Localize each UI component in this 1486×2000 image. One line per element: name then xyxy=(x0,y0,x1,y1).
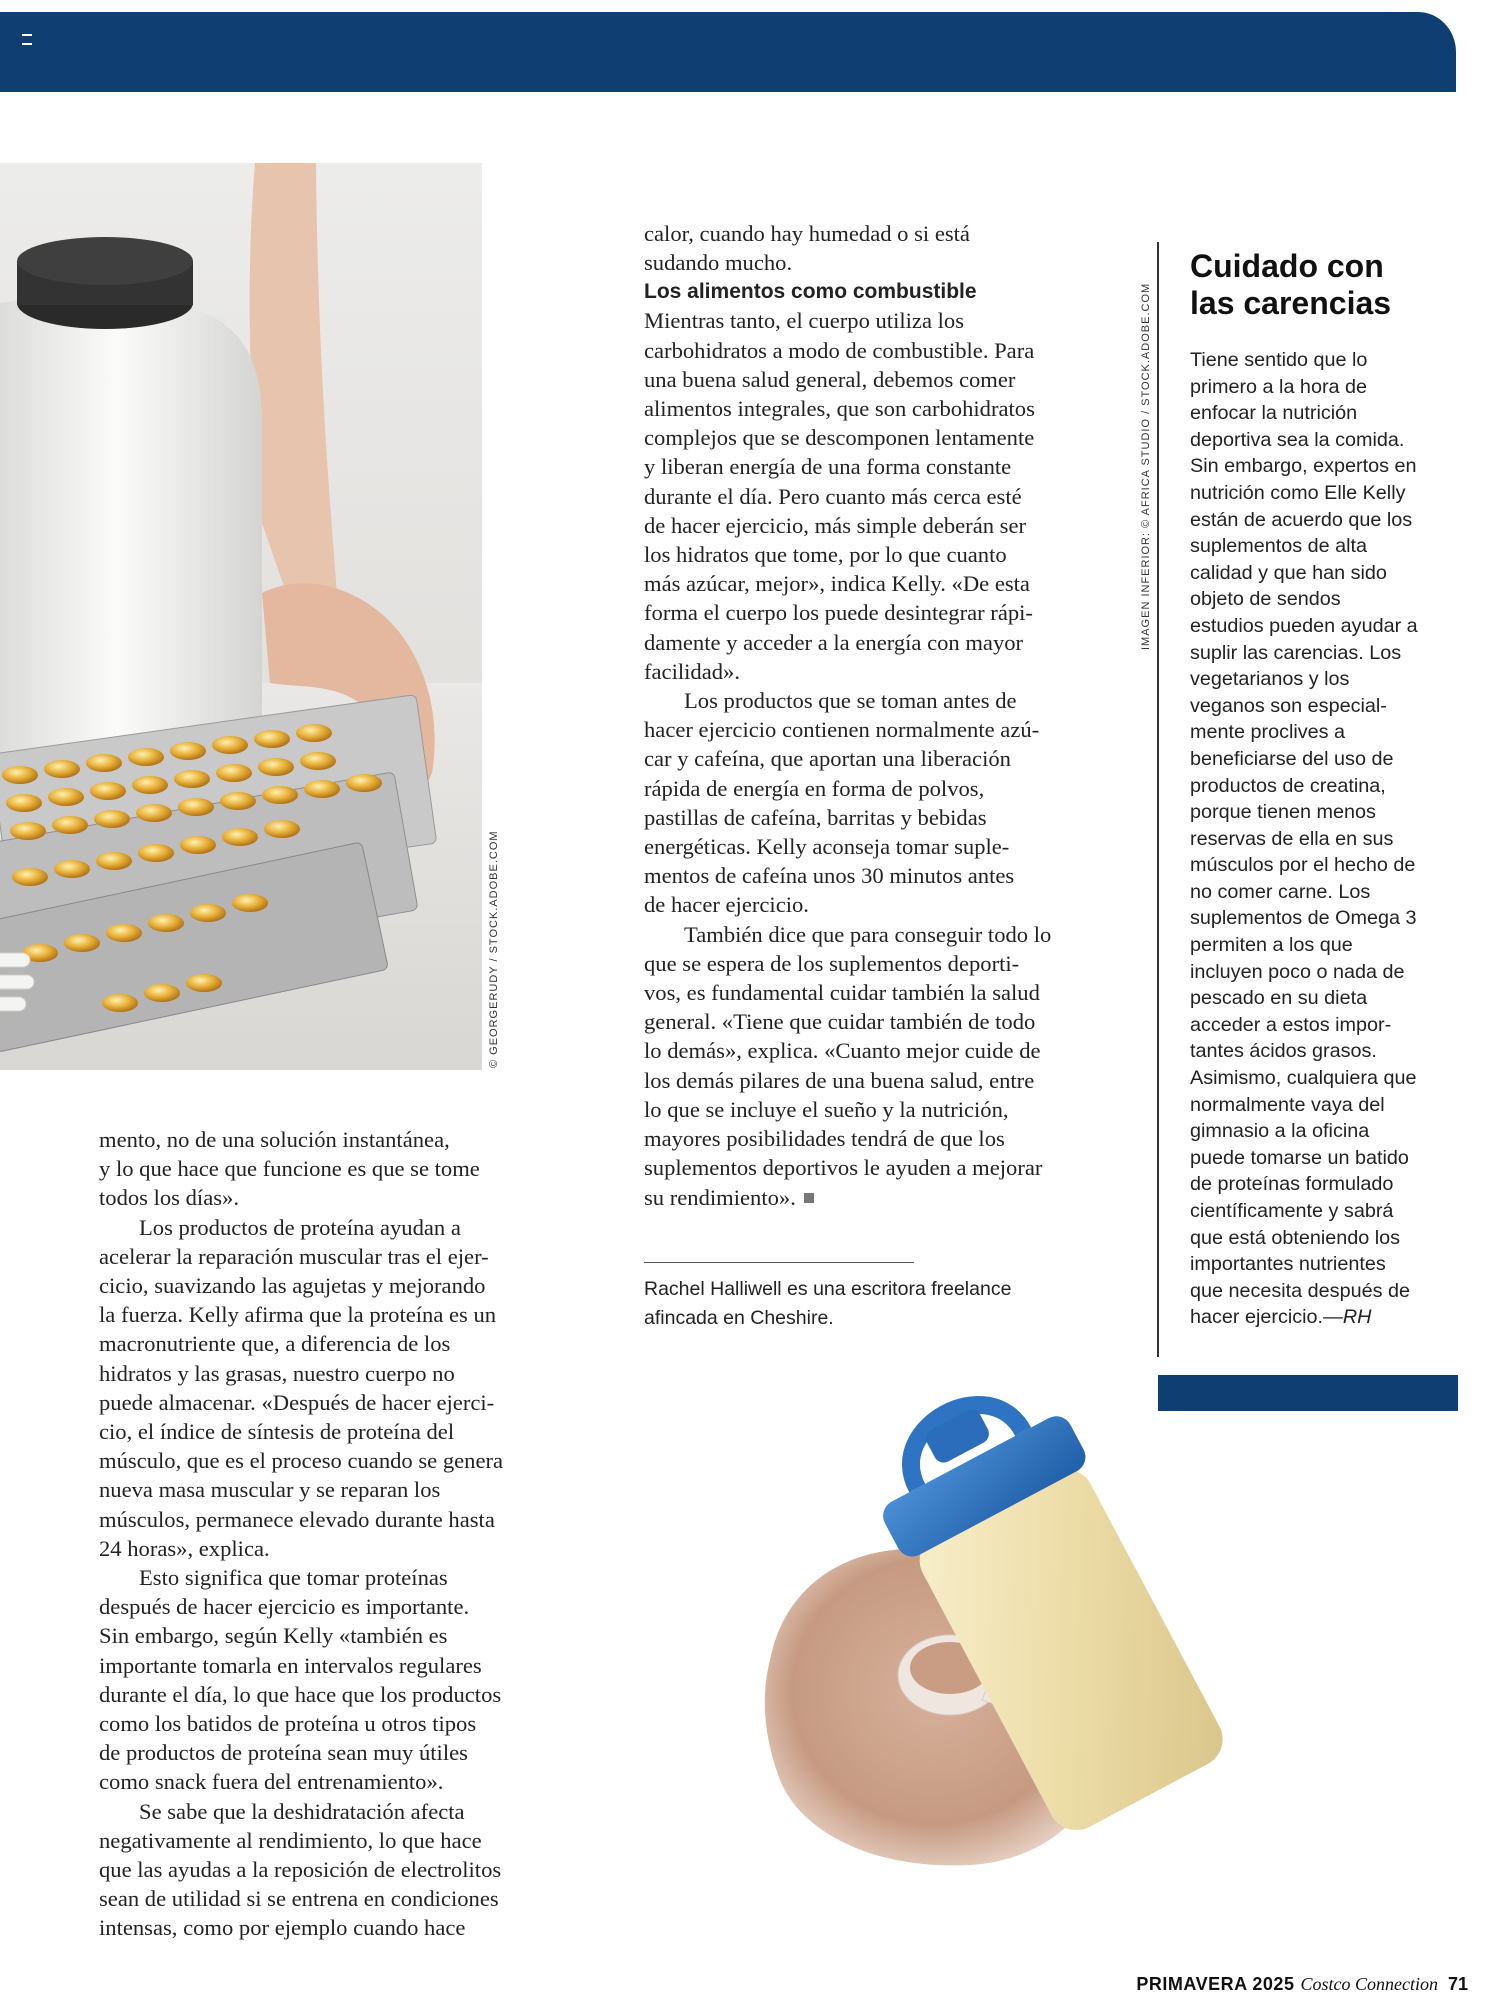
section-subhead: Los alimentos como combustible xyxy=(644,280,977,304)
text-line: Esto significa que tomar proteínas xyxy=(139,1565,448,1591)
text-line: intensas, como por ejemplo cuando hace xyxy=(99,1915,466,1941)
text-line: hidratos y las grasas, nuestro cuerpo no xyxy=(99,1360,455,1386)
text-line: calidad y que han sido xyxy=(1190,561,1387,584)
text-line: acelerar la reparación muscular tras el ejer- xyxy=(99,1243,489,1269)
text-line: como snack fuera del entrenamiento». xyxy=(99,1769,444,1795)
text-line: forma el cuerpo los puede desintegrar rápi- xyxy=(644,600,1033,626)
photo-credit-left: © GEORGERUDY / STOCK.ADOBE.COM xyxy=(488,830,500,1068)
sidebar-rule xyxy=(1157,242,1159,1357)
text-line: lo demás», explica. «Cuanto mejor cuide de xyxy=(644,1038,1041,1064)
text-line: estudios pueden ayudar a xyxy=(1190,614,1418,637)
text-line: durante el día, lo que hace que los productos xyxy=(99,1681,502,1707)
text-line: los demás pilares de una buena salud, entre xyxy=(644,1067,1035,1093)
text-line: no comer carne. Los xyxy=(1190,880,1371,903)
text-line: Asimismo, cualquiera que xyxy=(1190,1067,1417,1090)
protein-shaker-photo xyxy=(720,1360,1360,1920)
text-line: objeto de sendos xyxy=(1190,588,1341,611)
text-line: nueva masa muscular y se reparan los xyxy=(99,1477,441,1503)
text-line: También dice que para conseguir todo lo xyxy=(684,921,1052,947)
text-line: Tiene sentido que lo xyxy=(1190,349,1368,371)
text-line: la fuerza. Kelly afirma que la proteína es un xyxy=(99,1302,497,1328)
text-line: como los batidos de proteína u otros tipos xyxy=(99,1711,477,1737)
text-line: cicio, suavizando las agujetas y mejorando xyxy=(99,1273,486,1299)
text-line: nutrición como Elle Kelly xyxy=(1190,481,1406,504)
text-line: rápida de energía en forma de polvos, xyxy=(644,775,985,801)
text-line: general. «Tiene que cuidar también de todo xyxy=(644,1009,1036,1035)
text-line: de hacer ejercicio, más simple deberán ser xyxy=(644,512,1027,538)
text-line: car y cafeína, que aportan una liberación xyxy=(644,746,1011,772)
text-line: que las ayudas a la reposición de electrolitos xyxy=(99,1857,502,1883)
text-line: Los productos de proteína ayudan a xyxy=(139,1214,461,1240)
text-line: todos los días». xyxy=(99,1185,239,1211)
text-line: cio, el índice de síntesis de proteína del xyxy=(99,1419,455,1445)
magazine-name: Costco Connection xyxy=(1300,1974,1438,1994)
text-line: enfocar la nutrición xyxy=(1190,402,1358,425)
text-line: Sin embargo, expertos en xyxy=(1190,455,1417,478)
text-line: músculos por el hecho de xyxy=(1190,854,1416,877)
text-line: de hacer ejercicio. xyxy=(644,892,809,918)
text-line: y liberan energía de una forma constante xyxy=(644,454,1012,480)
issue-season: PRIMAVERA 2025 xyxy=(1136,1974,1295,1994)
text-line: que necesita después de xyxy=(1190,1279,1410,1302)
text-line: macronutriente que, a diferencia de los xyxy=(99,1331,451,1357)
text-line: hacer ejercicio.—RH xyxy=(1190,1306,1372,1329)
text-line: mento, no de una solución instantánea, xyxy=(99,1127,450,1152)
text-line: acceder a estos impor- xyxy=(1190,1013,1392,1036)
text-line: mentos de cafeína unos 30 minutos antes xyxy=(644,863,1015,889)
text-line: pescado en su dieta xyxy=(1190,987,1368,1010)
text-line: lo que se incluye el sueño y la nutrición, xyxy=(644,1096,1009,1122)
supplements-photo xyxy=(0,163,482,1070)
text-line: sean de utilidad si se entrena en condiciones xyxy=(99,1886,499,1912)
text-line: tantes ácidos grasos. xyxy=(1190,1040,1377,1063)
text-line: beneficiarse del uso de xyxy=(1190,747,1394,770)
text-line: de proteínas formulado xyxy=(1190,1173,1394,1196)
protein-shaker-illustration xyxy=(720,1360,1360,1920)
text-line: normalmente vaya del xyxy=(1190,1093,1385,1116)
text-line: gimnasio a la oficina xyxy=(1190,1120,1370,1143)
text-line: Los productos que se toman antes de xyxy=(684,688,1017,714)
text-line: negativamente al rendimiento, lo que hace xyxy=(99,1827,482,1853)
supplements-illustration xyxy=(0,163,482,1070)
text-line: 24 horas», explica. xyxy=(99,1535,270,1561)
photo-credit-right: IMAGEN INFERIOR: © AFRICA STUDIO / STOCK.ADOBE.COM xyxy=(1140,282,1152,650)
article-column-2 xyxy=(644,219,1051,1212)
text-line: reservas de ella en sus xyxy=(1190,827,1394,850)
sidebar-signature: —RH xyxy=(1323,1306,1372,1329)
text-line: complejos que se descomponen lentamente xyxy=(644,425,1035,451)
text-line: primero a la hora de xyxy=(1190,375,1368,398)
text-line: que está obteniendo los xyxy=(1190,1226,1401,1249)
text-line: calor, cuando hay humedad o si está xyxy=(644,221,970,246)
text-line: hacer ejercicio contienen normalmente azú- xyxy=(644,717,1040,743)
text-line: deportiva sea la comida. xyxy=(1190,428,1405,451)
text-line: músculo, que es el proceso cuando se genera xyxy=(99,1448,504,1474)
text-line: puede almacenar. «Después de hacer ejerci- xyxy=(99,1389,495,1415)
end-mark-icon xyxy=(804,1193,814,1203)
text-line: suplementos de Omega 3 xyxy=(1190,907,1417,930)
text-line: mayores posibilidades tendrá de que los xyxy=(644,1126,1005,1152)
text-line: damente y acceder a la energía con mayor xyxy=(644,629,1024,655)
text-line: suplementos deportivos le ayuden a mejorar xyxy=(644,1155,1043,1181)
text-line: suplir las carencias. Los xyxy=(1190,641,1402,664)
text-line: Sin embargo, según Kelly «también es xyxy=(99,1623,448,1649)
text-line: puede tomarse un batido xyxy=(1190,1146,1409,1169)
text-line: están de acuerdo que los xyxy=(1190,508,1413,531)
author-byline: Rachel Halliwell es una escritora freelance afincada en Cheshire. xyxy=(644,1278,1012,1329)
text-line: pastillas de cafeína, barritas y bebidas xyxy=(644,804,987,830)
text-line: permiten a los que xyxy=(1190,934,1353,957)
text-line: de productos de proteína sean muy útiles xyxy=(99,1740,468,1766)
text-line: después de hacer ejercicio es importante. xyxy=(99,1594,470,1620)
text-line: más azúcar, mejor», indica Kelly. «De esta xyxy=(644,571,1030,597)
text-line: suplementos de alta xyxy=(1190,535,1368,558)
menu-icon xyxy=(22,34,32,45)
text-line: sudando mucho. xyxy=(644,250,793,276)
sidebar-body xyxy=(1190,347,1418,1331)
text-line: incluyen poco o nada de xyxy=(1190,960,1405,983)
text-line: veganos son especial- xyxy=(1190,694,1387,717)
text-line: una buena salud general, debemos comer xyxy=(644,366,1016,392)
text-line: los hidratos que tome, por lo que cuanto xyxy=(644,542,1007,568)
text-line: importante tomarla en intervalos regulares xyxy=(99,1652,482,1678)
text-line: alimentos integrales, que son carbohidratos xyxy=(644,396,1035,422)
text-line: carbohidratos a modo de combustible. Para xyxy=(644,337,1035,363)
text-line: mente proclives a xyxy=(1190,721,1346,744)
article-column-1 xyxy=(99,1125,503,1943)
text-line: científicamente y sabrá xyxy=(1190,1200,1394,1222)
text-line: durante el día. Pero cuanto más cerca esté xyxy=(644,483,1022,509)
text-line: músculos, permanece elevado durante hasta xyxy=(99,1506,495,1532)
text-line: importantes nutrientes xyxy=(1190,1253,1386,1276)
text-line: que se espera de los suplementos deporti- xyxy=(644,950,1020,976)
text-line: y lo que hace que funcione es que se tome xyxy=(99,1156,480,1182)
sidebar-title: Cuidado con las carencias xyxy=(1190,248,1392,321)
text-line: porque tienen menos xyxy=(1190,801,1376,824)
text-line: Se sabe que la deshidratación afecta xyxy=(139,1798,465,1824)
header-bar xyxy=(0,12,1456,92)
text-line: su rendimiento». xyxy=(644,1183,1051,1212)
text-line: Mientras tanto, el cuerpo utiliza los xyxy=(644,308,964,334)
page-number: 71 xyxy=(1447,1974,1468,1994)
byline-rule xyxy=(644,1262,914,1263)
page-folio xyxy=(1136,1974,1468,1995)
text-line: vos, es fundamental cuidar también la salud xyxy=(644,980,1040,1006)
text-line: vegetarianos y los xyxy=(1190,668,1350,691)
text-line: facilidad». xyxy=(644,658,740,684)
text-line: energéticas. Kelly aconseja tomar suple- xyxy=(644,834,1010,860)
text-line: productos de creatina, xyxy=(1190,774,1386,797)
